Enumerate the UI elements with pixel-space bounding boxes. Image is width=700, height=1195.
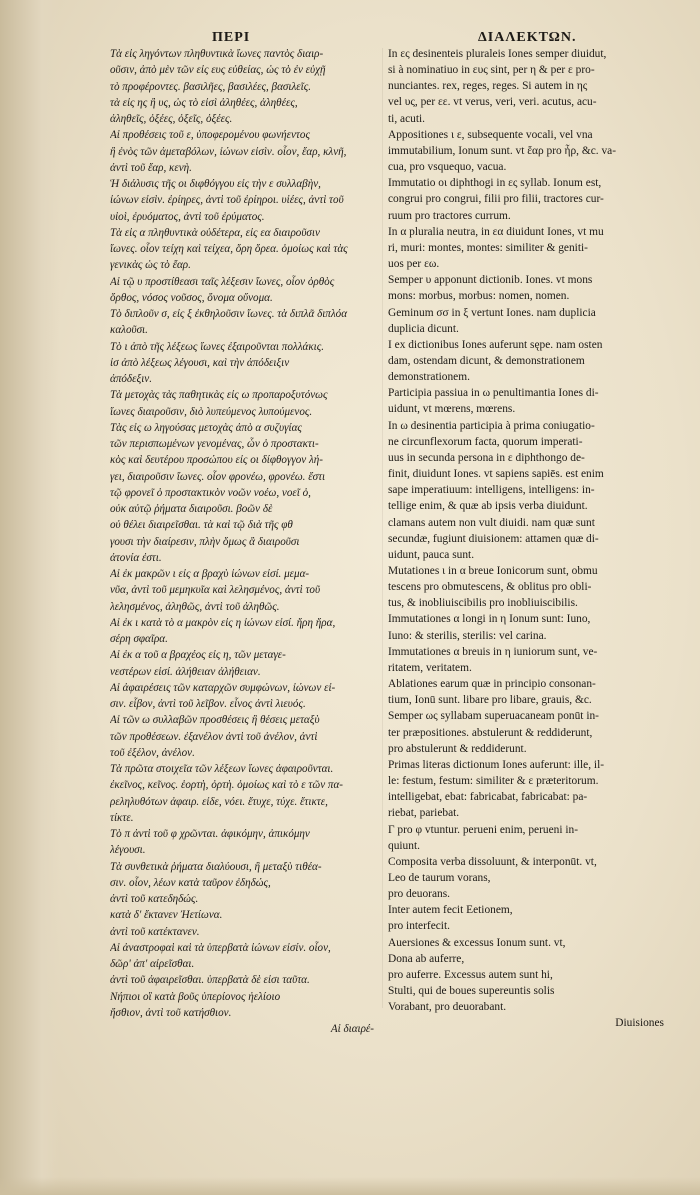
latin-text-line: Leo de taurum vorans, (388, 871, 491, 884)
greek-text-line: οὐ θέλει διαιρεῖσθαι. τὰ καὶ τῷ διὰ τῆς φθ (110, 519, 293, 532)
latin-text-line: duplicia dicunt. (388, 322, 459, 335)
greek-text-line: τοῦ ἐξέλον, ἀνέλον. (110, 746, 195, 759)
greek-text-line: ἀντὶ τοῦ κατεδηδώς. (110, 893, 199, 905)
greek-text-line: ἀντὶ τοῦ κατέκτανεν. (110, 925, 200, 938)
greek-text-line: λελησμένος, ἀληθῶς, ἀντὶ τοῦ ἀληθῶς. (110, 600, 280, 613)
latin-text-line: Semper ως syllabam superuacaneam ponūt in- (388, 710, 599, 723)
latin-text-line: Primas literas dictionum Iones auferunt: ille, il- (388, 758, 605, 771)
binding-gutter-shadow (0, 0, 60, 1195)
greek-text-line: ἰώνων εἰσὶν. ἐρίηρες, ἀντὶ τοῦ ἐρίηροι. υἱέες, ἀντὶ τοῦ (110, 194, 344, 207)
greek-text-line: ἀντὶ τοῦ ἀφαιρεῖσθαι. ὑπερβατὰ δὲ εἰσι ταῦτα. (110, 974, 310, 987)
latin-text-line: tescens pro obmutescens, & oblitus pro obli- (388, 581, 592, 594)
greek-text-line: λέγουσι. (110, 844, 146, 857)
latin-text-line: Stulti, qui de boues supereuntis solis (388, 985, 555, 998)
greek-text-line: οῦσιν, ἀπὸ μὲν τῶν εἰς ευς εὐθείας, ὡς τὸ ἐν εὐχῇ (110, 64, 326, 77)
column-divider (382, 48, 383, 1008)
greek-text-line: Αἱ τῶν ω συλλαβῶν προσθέσεις ἢ θέσεις μεταξὺ (110, 714, 320, 727)
page-bottom-edge (0, 1177, 700, 1195)
greek-text-line: σιν. οἷον, λέων κατὰ ταῦρον ἐδηδώς, (110, 876, 271, 889)
greek-text-line: υἱοὶ, ἐρυόματος, ἀντὶ τοῦ ἐρύματος. (110, 210, 265, 223)
greek-text-line: ἀντὶ τοῦ ἔαρ, κενὴ. (110, 161, 192, 174)
greek-text-line: τῶν προθέσεων. ἐξανέλον ἀντὶ τοῦ ἀνέλον, ἀντὶ (110, 730, 318, 743)
greek-text-line: τῶν περισπωμένων γενομένας, ὧν ὁ προστακτι- (110, 438, 319, 450)
latin-text-line: Inter autem fecit Eetionem, (388, 904, 513, 917)
greek-text-line: ἀληθεῖς, ὀξέες, ὀξεῖς, ὀξέες. (110, 113, 233, 125)
greek-text-line: Αἱ ἀφαιρέσεις τῶν καταρχῶν συμφώνων, ἰώνων εἰ- (110, 681, 336, 694)
latin-text-line: tium, Ionū sunt. libare pro libare, grauis, &c. (388, 694, 592, 707)
latin-text-line: In ες desinenteis pluraleis Iones semper diuidut, (388, 48, 607, 60)
greek-text-line: τὰ εἰς ης ἢ υς, ὡς τὸ εἰσὶ ἀληθέες, ἀληθέες, (110, 96, 298, 109)
latin-text-line: Geminum σσ in ξ vertunt Iones. nam duplicia (388, 306, 596, 319)
greek-text-line: γουσι τὴν διαίρεσιν, πλὴν ὅμως ἃ διαιροῦσι (110, 535, 300, 548)
greek-text-line: γενικὰς ὡς τὸ ἔαρ. (110, 259, 191, 272)
greek-text-line: Αἱ ἐκ μακρῶν ι εἰς α βραχὺ ἰώνων εἰσί. μεμα- (110, 568, 310, 580)
latin-text-line: pro deuorans. (388, 888, 450, 901)
latin-text-line: dam, ostendam dicunt, & demonstrationem (388, 354, 585, 367)
greek-text-line: σέρη σφαῖρα. (110, 633, 168, 645)
latin-text-line: Diuisiones (615, 1017, 664, 1030)
latin-text-line: demonstrationem. (388, 371, 470, 384)
latin-text-line: uidunt, vt mœrens, mœrens. (388, 403, 516, 416)
greek-text-line: Τὰ συνθετικὰ ῥήματα διαλύουσι, ἢ μεταξὺ τιθέα- (110, 860, 322, 873)
latin-text-line: Immutatio οι diphthogi in ες syllab. Ionum est, (388, 177, 602, 190)
greek-text-line: γει, διαιροῦσιν ἴωνες. οἷον φρονέω, φρονέω. ἔστι (110, 470, 326, 483)
greek-text-line: Αἱ ἀναστροφαὶ καὶ τὰ ὑπερβατὰ ἰώνων εἰσίν. οἷον, (110, 941, 331, 954)
latin-text-line: I ex dictionibus Iones auferunt sępe. nam osten (388, 338, 603, 351)
latin-text-line: congrui pro congrui, filii pro filii, tractores cur- (388, 193, 604, 206)
latin-text-line: ti, acuti. (388, 112, 426, 125)
latin-text-line: vel υς, per εε. vt verus, veri, veri. acutus, acu- (388, 96, 597, 109)
greek-text-line: Αἱ διαιρέ- (330, 1023, 374, 1035)
latin-text-line: si à nominatiuo in ευς sint, per η & per ε pro- (388, 64, 595, 77)
greek-text-line: Τὰς εἰς ω ληγούσας μετοχὰς ἀπὸ α συζυγίας (110, 421, 302, 434)
greek-text-line: κατὰ δ' ἔκτανεν Ἠετίωνα. (110, 909, 223, 922)
latin-text-line: Dona ab auferre, (388, 952, 465, 965)
latin-text-line: Appositiones ι ε, subsequente vocali, vel vna (388, 128, 593, 141)
latin-text-line: pro interfecit. (388, 920, 450, 933)
latin-text-line: nunciantes. rex, reges, reges. Si autem in ης (388, 80, 588, 93)
latin-text-line: finit, diuidunt Iones. vt sapiens sapiēs. est enim (388, 468, 604, 481)
latin-text-line: Iuno: & sterilis, sterilis: vel carina. (388, 629, 547, 642)
greek-text-line: Τὰ εἰς ληγόντων πληθυντικὰ ἴωνες παντὸς διαιρ- (110, 48, 324, 60)
latin-text-line: clamans autem non vult diuidi. nam quæ sunt (388, 516, 595, 529)
greek-text-line: Αἱ ἐκ α τοῦ α βραχέος εἰς η, τῶν μεταγε- (110, 649, 286, 662)
greek-text-column (110, 46, 378, 1037)
greek-text-line: νῦα, ἀντὶ τοῦ μεμηκυῖα καὶ λελησμένος, ἀντὶ τοῦ (110, 584, 321, 597)
greek-text-line: ὄρθος, νόσος νοῦσος, ὄνομα οὔνομα. (110, 291, 273, 304)
latin-text-line: ruum pro tractores currum. (388, 209, 511, 222)
latin-text-line: riebat, pariebat. (388, 807, 460, 820)
greek-text-line: Τὰ πρῶτα στοιχεῖα τῶν λέξεων ἴωνες ἀφαιροῦνται. (110, 763, 334, 775)
latin-text-line: mons: morbus, morbus: nomen, nomen. (388, 290, 570, 303)
greek-text-line: Τὸ διπλοῦν σ, εἰς ξ ἐκθηλοῦσιν ἴωνες. τὰ διπλᾶ διπλόα (110, 308, 348, 320)
latin-text-line: secundæ, fugiunt diuisionem: attamen quæ di- (388, 532, 599, 545)
greek-text-line: οὐκ αὐτῷ ῥήματα διαιροῦσι. βοῶν δὲ (110, 503, 273, 515)
greek-text-line: ἐκεῖνος, κεῖνος. ἑορτὴ, ὀρτὴ. ὁμοίως καὶ τὸ ε τῶν πα- (110, 779, 343, 792)
running-head-right: ΔΙΑΛΕΚΤΩΝ. (478, 30, 577, 45)
latin-text-line: intelligebat, ebat: fabricabat, fabricabat: pa- (388, 791, 588, 804)
latin-text-line: Vorabant, pro deuorabant. (388, 1001, 507, 1014)
latin-text-line: Auersiones & excessus Ionum sunt. vt, (388, 936, 566, 949)
greek-text-line: Τὰ μετοχὰς τὰς παθητικὰς εἰς ω προπαροξυτόνως (110, 389, 328, 402)
latin-text-line: In α pluralia neutra, in εα diuidunt Iones, vt mu (388, 225, 604, 238)
latin-text-line: uos per εω. (388, 258, 440, 271)
greek-text-line: Αἱ ἐκ ι κατὰ τὸ α μακρὸν εἰς η ἰώνων εἰσί. ἥρη ἥρα, (110, 616, 336, 629)
greek-text-line: τὸ προφέροντες. βασιλῆες, βασιλέες, βασιλεῖς. (110, 80, 311, 93)
greek-text-line: ἢ ἐνὸς τῶν ἀμεταβόλων, ἰώνων εἰσὶν. οἷον, ἔαρ, κλνῆ, (110, 145, 347, 158)
greek-text-line: δῶρ' ἀπ' αἰρεῖσθαι. (110, 958, 195, 970)
latin-text-line: Semper υ apponunt dictionib. Iones. vt mons (388, 274, 593, 287)
greek-text-line: καλοῦσι. (110, 324, 148, 337)
greek-text-line: ἀτονία ἐστι. (110, 551, 162, 564)
latin-text-line: cua, pro vsquequo, vacua. (388, 161, 507, 174)
latin-text-line: pro auferre. Excessus autem sunt hi, (388, 968, 553, 981)
greek-text-line: Τὸ ι ἀπὸ τῆς λέξεως ἴωνες ἐξαιροῦνται πολλάκις. (110, 340, 325, 353)
latin-text-line: ne circunflexorum facta, quorum imperati- (388, 435, 583, 448)
latin-text-line: Γ pro φ vtuntur. perueni enim, perueni in- (388, 823, 578, 836)
latin-text-column (388, 46, 668, 1032)
greek-text-line: τίκτε. (110, 811, 134, 824)
latin-text-line: tellige enim, & quæ ab ipsis verba diuidunt. (388, 500, 588, 513)
latin-text-line: In ω desinentia participia à prima coniugatio- (388, 419, 595, 432)
latin-text-line: quiunt. (388, 839, 420, 852)
greek-text-line: ἰσ ἀπὸ λέξεως λέγουσι, καὶ τὴν ἀπόδειξιν (110, 356, 290, 369)
greek-text-line: σιν. εἶβον, ἀντὶ τοῦ λεῖβον. εἷνος ἀντὶ λιευός. (110, 698, 306, 710)
latin-text-line: Participia passiua in ω penultimantia Iones di- (388, 387, 599, 400)
greek-text-line: ἀπόδεξιν. (110, 373, 152, 385)
greek-text-line: Τὰ εἰς α πληθυντικὰ οὐδέτερα, εἰς εα διαιροῦσιν (110, 226, 320, 239)
latin-text-line: tus, & inobliuiscibilis pro inobliuiscibilis. (388, 597, 578, 610)
greek-text-line: τῷ φρονεῖ ὁ προστακτικὸν νοῶν νοέω, νοεῖ ὁ, (110, 486, 311, 499)
latin-text-line: uidunt, pauca sunt. (388, 548, 475, 561)
greek-text-line: νεστέρων εἰσί. ἀλήθειαν ἀλήθειαν. (110, 665, 261, 678)
latin-text-line: pro abstulerunt & reddiderunt. (388, 742, 527, 755)
greek-text-line: Νήπιοι οἳ κατὰ βοῦς ὑπερίονος ἠελίοιο (110, 990, 281, 1003)
latin-text-line: uus in secunda persona in ε diphthongo de- (388, 451, 585, 464)
greek-text-line: Αἱ τῷ υ προστίθεασι ταῖς λέξεσιν ἴωνες, οἷον ὀρθὸς (110, 275, 335, 288)
running-head-left: ΠΕΡΙ (212, 30, 251, 45)
latin-text-line: ri, muri: montes, montes: similiter & geniti- (388, 241, 588, 254)
latin-text-line: ritatem, veritatem. (388, 661, 472, 674)
greek-text-line: ἴωνες. οἷον τείχη καὶ τείχεα, ὄρη ὄρεα. ὁμοίως καὶ τὰς (110, 243, 348, 255)
latin-text-line: Ablationes earum quæ in principio consonan- (388, 678, 596, 691)
greek-text-line: ρεληλυθότων ἀφαιρ. εἰδε, νόει. ἔτυχε, τύχε. ἔτικτε, (110, 795, 328, 808)
latin-text-line: Immutationes α longi in η Ionum sunt: Iuno, (388, 613, 591, 626)
greek-text-line: ἴωνες διαιροῦσιν, διὸ λυπεύμενος λυπούμενος. (110, 405, 313, 418)
latin-text-line: Immutationes α breuis in η iuniorum sunt, ve- (388, 645, 598, 658)
latin-text-line: ter præpositiones. abstulerunt & reddiderunt, (388, 726, 593, 739)
latin-text-line: immutabilium, Ionum sunt. vt ἔαρ pro ἦρ, &c. va- (388, 144, 617, 157)
greek-text-line: κὸς καὶ δευτέρου προσώπου εἰς οι δίφθογγον λή- (110, 454, 323, 467)
latin-text-line: sape imperatiuum: intelligens, intelligens: in- (388, 484, 595, 497)
greek-text-line: Αἱ προθέσεις τοῦ ε, ὑποφερομένου φωνήεντος (110, 129, 310, 142)
latin-text-line: Mutationes ι in α breue Ionicorum sunt, obmu (388, 565, 598, 577)
greek-text-line: Τὸ π ἀντὶ τοῦ φ χρῶνται. ἀφικόμην, ἀπικόμην (110, 828, 310, 840)
latin-text-line: le: festum, festum: similiter & ε præteritorum. (388, 775, 599, 788)
greek-text-line: Ἡ διάλυσις τῆς οι διφθόγγου εἰς τὴν ε συλλαβὴν, (110, 178, 321, 190)
latin-text-line: Composita verba dissoluunt, & interponūt. vt, (388, 855, 597, 868)
greek-text-line: ἤσθιον, ἀντὶ τοῦ κατήσθιον. (110, 1006, 232, 1019)
